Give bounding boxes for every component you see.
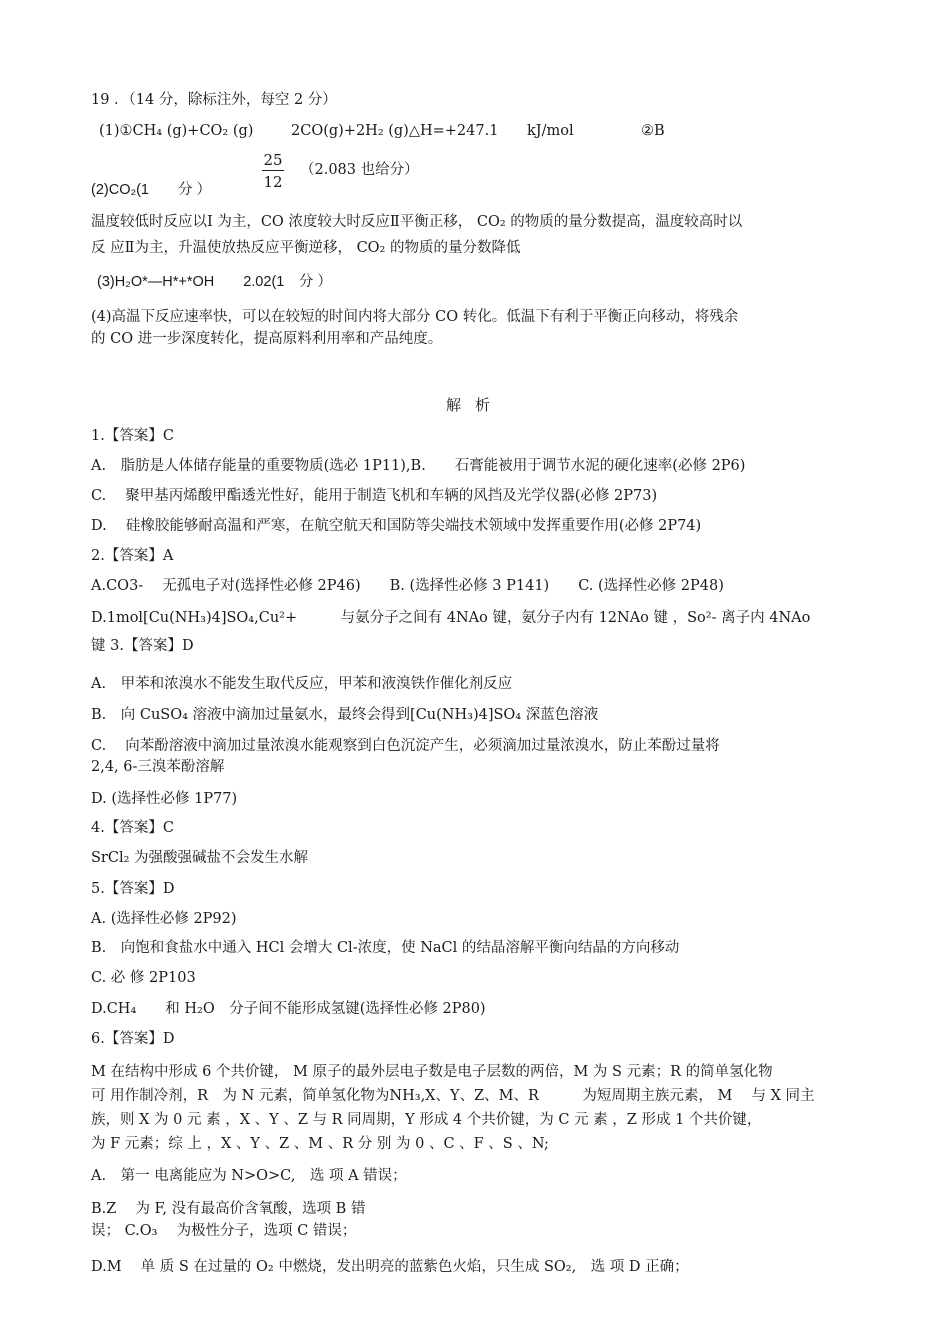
answer-3-c-2: 2,4, 6-三溴苯酚溶解 bbox=[91, 759, 225, 775]
answer-3-a: A. 甲苯和浓溴水不能发生取代反应，甲苯和液溴铁作催化剂反应 bbox=[91, 676, 513, 692]
answer-5: 5.【答案】D bbox=[91, 881, 175, 897]
answer-2: 2.【答案】A bbox=[91, 548, 174, 564]
answer-5-c: C. 必 修 2P103 bbox=[91, 970, 196, 986]
fraction-denominator: 12 bbox=[263, 173, 283, 191]
answer-6-a: A. 第一 电离能应为 N>O>C, 选 项 A 错误； bbox=[91, 1168, 407, 1184]
answer-2-d: D.1mol[Cu(NH₃)4]SO₄,Cu²+ 与氨分子之间有 4NAo 键，氨分子内有 12NAo 键 ，So²- 离子内 4NAo bbox=[91, 610, 811, 626]
q19-fraction bbox=[262, 150, 284, 193]
answer-6-text-4: 为 F 元素；综 上 ，X 、Y 、Z 、M 、R 分 别 为 0 、C 、F 、S 、N; bbox=[91, 1136, 549, 1152]
q19-eq-reactants: (1)①CH₄ (g)+CO₂ (g) bbox=[99, 123, 254, 139]
answer-6-text-3: 族，则 X 为 0 元 素 ，X 、Y 、Z 与 R 同周期，Y 形成 4 个共价键，为 C 元 素 ，Z 形成 1 个共价键， bbox=[91, 1112, 762, 1128]
answer-6: 6.【答案】D bbox=[91, 1031, 175, 1047]
answer-6-d: D.M 单 质 S 在过量的 O₂ 中燃烧，发出明亮的蓝紫色火焰，只生成 SO₂, 选 项 D 正确； bbox=[91, 1259, 689, 1275]
answer-3-b: B. 向 CuSO₄ 溶液中滴加过量氨水，最终会得到[Cu(NH₃)4]SO₄ 深蓝色溶液 bbox=[91, 707, 599, 723]
answer-5-d: D.CH₄ 和 H₂O 分子间不能形成氢键(选择性必修 2P80) bbox=[91, 1001, 486, 1017]
fraction-numerator: 25 bbox=[263, 151, 283, 169]
answer-1-a: A. 脂肪是人体储存能量的重要物质(选必 1P11),B. 石膏能被用于调节水泥的硬化速率(必修 2P6) bbox=[91, 458, 746, 474]
q19-eq-products: 2CO(g)+2H₂ (g)△H=+247.1 bbox=[291, 123, 499, 139]
answer-1-c: C. 聚甲基丙烯酸甲酯透光性好，能用于制造飞机和车辆的风挡及光学仪器(必修 2P73) bbox=[91, 488, 658, 504]
answer-2-abc: A.CO3- 无孤电子对(选择性必修 2P46) B. (选择性必修 3 P141) C. (选择性必修 2P48) bbox=[91, 578, 724, 594]
q19-part4-1: (4)高温下反应速率快，可以在较短的时间内将大部分 CO 转化。低温下有利于平衡正向移动，将残余 bbox=[91, 309, 739, 325]
answer-5-b: B. 向饱和食盐水中通入 HCl 会增大 Cl-浓度，使 NaCl 的结晶溶解平衡向结晶的方向移动 bbox=[91, 940, 680, 956]
answer-4: 4.【答案】C bbox=[91, 820, 174, 836]
q19-answer-2: ②B bbox=[641, 123, 665, 139]
q19-header: 19 ．（14 分，除标注外，每空 2 分） bbox=[91, 92, 337, 108]
answer-1-d: D. 硅橡胶能够耐高温和严寒，在航空航天和国防等尖端技术领域中发挥重要作用(必修 2P74) bbox=[91, 518, 702, 534]
q19-explain-1: 温度较低时反应以Ⅰ 为主，CO 浓度较大时反应Ⅱ平衡正移， CO₂ 的物质的量分数提高，温度较高时以 bbox=[91, 214, 743, 230]
q19-part3: (3)H₂O*—H*+*OH 2.02(1 分 ） bbox=[97, 274, 332, 290]
q19-part4-2: 的 CO 进一步深度转化，提高原料利用率和产品纯度。 bbox=[91, 331, 443, 347]
answer-6-text-2: 可 用作制冷剂，R 为 N 元素，简单氢化物为NH₃,X、Y、Z、M、R 为短周期主族元素， M 与 X 同主 bbox=[91, 1088, 815, 1104]
answer-6-b-2: 误； C.O₃ 为极性分子，选项 C 错误； bbox=[91, 1223, 357, 1239]
answer-6-text-1: M 在结构中形成 6 个共价键， M 原子的最外层电子数是电子层数的两倍，M 为 S 元素；R 的简单氢化物 bbox=[91, 1064, 773, 1080]
answer-3-c-1: C. 向苯酚溶液中滴加过量浓溴水能观察到白色沉淀产生，必须滴加过量浓溴水，防止苯酚过量将 bbox=[91, 738, 720, 754]
answer-1: 1.【答案】C bbox=[91, 428, 174, 444]
answer-3: 键 3.【答案】D bbox=[91, 638, 194, 654]
answer-5-a: A. (选择性必修 2P92) bbox=[91, 911, 237, 927]
q19-explain-2: 反 应Ⅱ为主，升温使放热反应平衡逆移， CO₂ 的物质的量分数降低 bbox=[91, 240, 521, 256]
q19-part2: (2)CO₂(1 分 ） bbox=[91, 182, 212, 198]
answer-4-text: SrCl₂ 为强酸强碱盐不会发生水解 bbox=[91, 850, 309, 866]
answer-6-b-1: B.Z 为 F, 没有最高价含氧酸，选项 B 错 bbox=[91, 1201, 366, 1217]
answer-3-d: D. (选择性必修 1P77) bbox=[91, 791, 238, 807]
q19-eq-unit: kJ/mol bbox=[527, 123, 574, 139]
analysis-title: 解析 bbox=[445, 396, 504, 414]
q19-fraction-note: （2.083 也给分） bbox=[300, 162, 419, 178]
